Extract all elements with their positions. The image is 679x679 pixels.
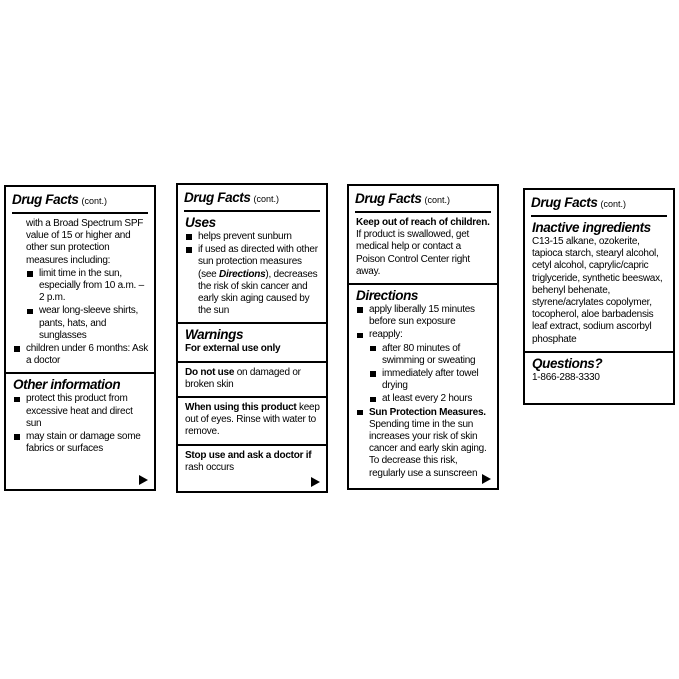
- drug-facts-header: [531, 193, 667, 217]
- text-span: if used as directed with other sun protection measures (see: [198, 244, 318, 280]
- text-span: Spending time in the sun increases your risk of skin cancer and early skin aging. To decrease this risk, regularly use a sunscreen: [369, 418, 487, 479]
- text-span: When using this product: [185, 402, 297, 414]
- drug-facts-cont-label: (cont.): [253, 194, 280, 204]
- text-span: with a Broad Spectrum SPF value of 15 or higher and other sun protection measures including:: [26, 218, 144, 266]
- text-span: Keep out of reach of children.: [356, 217, 490, 228]
- drug-facts-panel-3: [347, 184, 499, 490]
- bullet-square-icon: [186, 234, 192, 240]
- drug-facts-header: [184, 188, 320, 212]
- drug-facts-panel-1: [4, 185, 156, 491]
- text-span: apply liberally 15 minutes before sun exposure: [369, 304, 475, 328]
- drug-facts-cont-label: (cont.): [600, 199, 627, 209]
- bullet-item: [185, 244, 320, 317]
- text-span: protect this product from excessive heat and direct sun: [26, 393, 133, 429]
- bullet-square-icon: [27, 271, 33, 277]
- text-span: Sun Protection Measures.: [369, 406, 486, 418]
- bullet-item: [26, 268, 148, 305]
- bullet-item: [369, 368, 491, 392]
- bullet-item: [13, 343, 148, 367]
- text-span: may stain or damage some fabrics or surfaces: [26, 431, 141, 455]
- paragraph: [532, 372, 667, 384]
- text-span: For external use only: [185, 343, 281, 355]
- paragraph: [532, 236, 667, 346]
- drug-facts-header: [12, 190, 148, 214]
- drug-facts-title: Drug Facts: [531, 195, 598, 210]
- section-heading: Warnings: [185, 327, 244, 343]
- bullet-square-icon: [357, 333, 363, 339]
- section-heading: Directions: [356, 288, 419, 304]
- bullet-item: [185, 231, 320, 243]
- text-span: reapply:: [369, 329, 403, 341]
- paragraph: [185, 450, 320, 474]
- drug-facts-header: [355, 189, 491, 213]
- text-span: keep out of eyes. Rinse with water to remove.: [185, 402, 320, 438]
- text-span: 1-866-288-3330: [532, 371, 600, 383]
- bullet-item: [26, 305, 148, 342]
- text-span: after 80 minutes of swimming or sweating: [382, 342, 476, 366]
- bullet-square-icon: [14, 397, 20, 403]
- text-span: limit time in the sun, especially from 10 a.m. – 2 p.m.: [39, 267, 144, 304]
- text-span: on damaged or broken skin: [185, 366, 301, 390]
- drug-facts-cont-label: (cont.): [424, 195, 451, 205]
- text-span: Directions: [218, 268, 266, 280]
- label-section: [178, 444, 326, 479]
- continue-arrow-icon: [482, 474, 491, 484]
- bullet-item: [13, 431, 148, 455]
- label-section: [6, 372, 154, 460]
- label-section: [525, 217, 673, 351]
- bullet-square-icon: [357, 307, 363, 313]
- paragraph: [185, 367, 320, 391]
- text-span: immediately after towel drying: [382, 368, 479, 392]
- drug-facts-title: Drug Facts: [355, 191, 422, 206]
- section-heading: Uses: [185, 215, 216, 230]
- label-section: [525, 351, 673, 389]
- label-section: [178, 212, 326, 322]
- bullet-square-icon: [370, 346, 376, 352]
- bullet-square-icon: [370, 371, 376, 377]
- text-span: Do not use: [185, 366, 235, 378]
- continue-arrow-icon: [139, 475, 148, 485]
- drug-facts-panel-2: [176, 183, 328, 493]
- bullet-square-icon: [14, 346, 20, 352]
- section-heading: Inactive ingredients: [532, 220, 651, 235]
- bullet-item: [356, 407, 491, 480]
- label-section: [178, 322, 326, 360]
- drug-facts-panel-4: [523, 188, 675, 405]
- bullet-item: [356, 329, 491, 341]
- label-section: [6, 214, 154, 372]
- drug-facts-title: Drug Facts: [184, 190, 251, 205]
- drug-facts-title: Drug Facts: [12, 192, 79, 207]
- bullet-square-icon: [14, 434, 20, 440]
- paragraph: [185, 402, 320, 439]
- paragraph: [356, 217, 491, 278]
- paragraph: [185, 343, 320, 355]
- bullet-item: [356, 304, 491, 328]
- text-span: at least every 2 hours: [382, 393, 473, 405]
- text-span: rash occurs: [185, 461, 234, 473]
- text-span: If product is swallowed, get medical help or contact a Poison Control Center right away.: [356, 229, 470, 277]
- section-heading: Other information: [13, 377, 121, 393]
- label-section: [178, 361, 326, 396]
- bullet-item: [13, 393, 148, 430]
- text-span: ), decreases the risk of skin cancer and early skin aging caused by the sun: [198, 268, 318, 317]
- text-span: wear long-sleeve shirts, pants, hats, and sunglasses: [39, 305, 139, 341]
- bullet-square-icon: [370, 397, 376, 403]
- bullet-item: [369, 343, 491, 367]
- bullet-item: [369, 393, 491, 405]
- section-heading: Questions?: [532, 355, 603, 371]
- bullet-square-icon: [186, 247, 192, 253]
- text-span: C13-15 alkane, ozokerite, tapioca starch, stearyl alcohol, cetyl alcohol, caprylic/capric triglyceride, synthetic beeswax, behenyl behenate, styrene/acrylates copolymer, tocopherol, aloe barbadensis leaf extract, sodium ascorbyl phosphate: [532, 236, 663, 345]
- bullet-square-icon: [357, 410, 363, 416]
- text-span: helps prevent sunburn: [198, 231, 292, 242]
- bullet-square-icon: [27, 309, 33, 315]
- paragraph: [13, 218, 148, 267]
- drug-facts-cont-label: (cont.): [81, 196, 108, 206]
- text-span: Stop use and ask a doctor if: [185, 449, 312, 461]
- label-section: [349, 283, 497, 485]
- text-span: children under 6 months: Ask a doctor: [26, 343, 148, 367]
- label-section: [349, 213, 497, 283]
- label-section: [178, 396, 326, 444]
- continue-arrow-icon: [311, 477, 320, 487]
